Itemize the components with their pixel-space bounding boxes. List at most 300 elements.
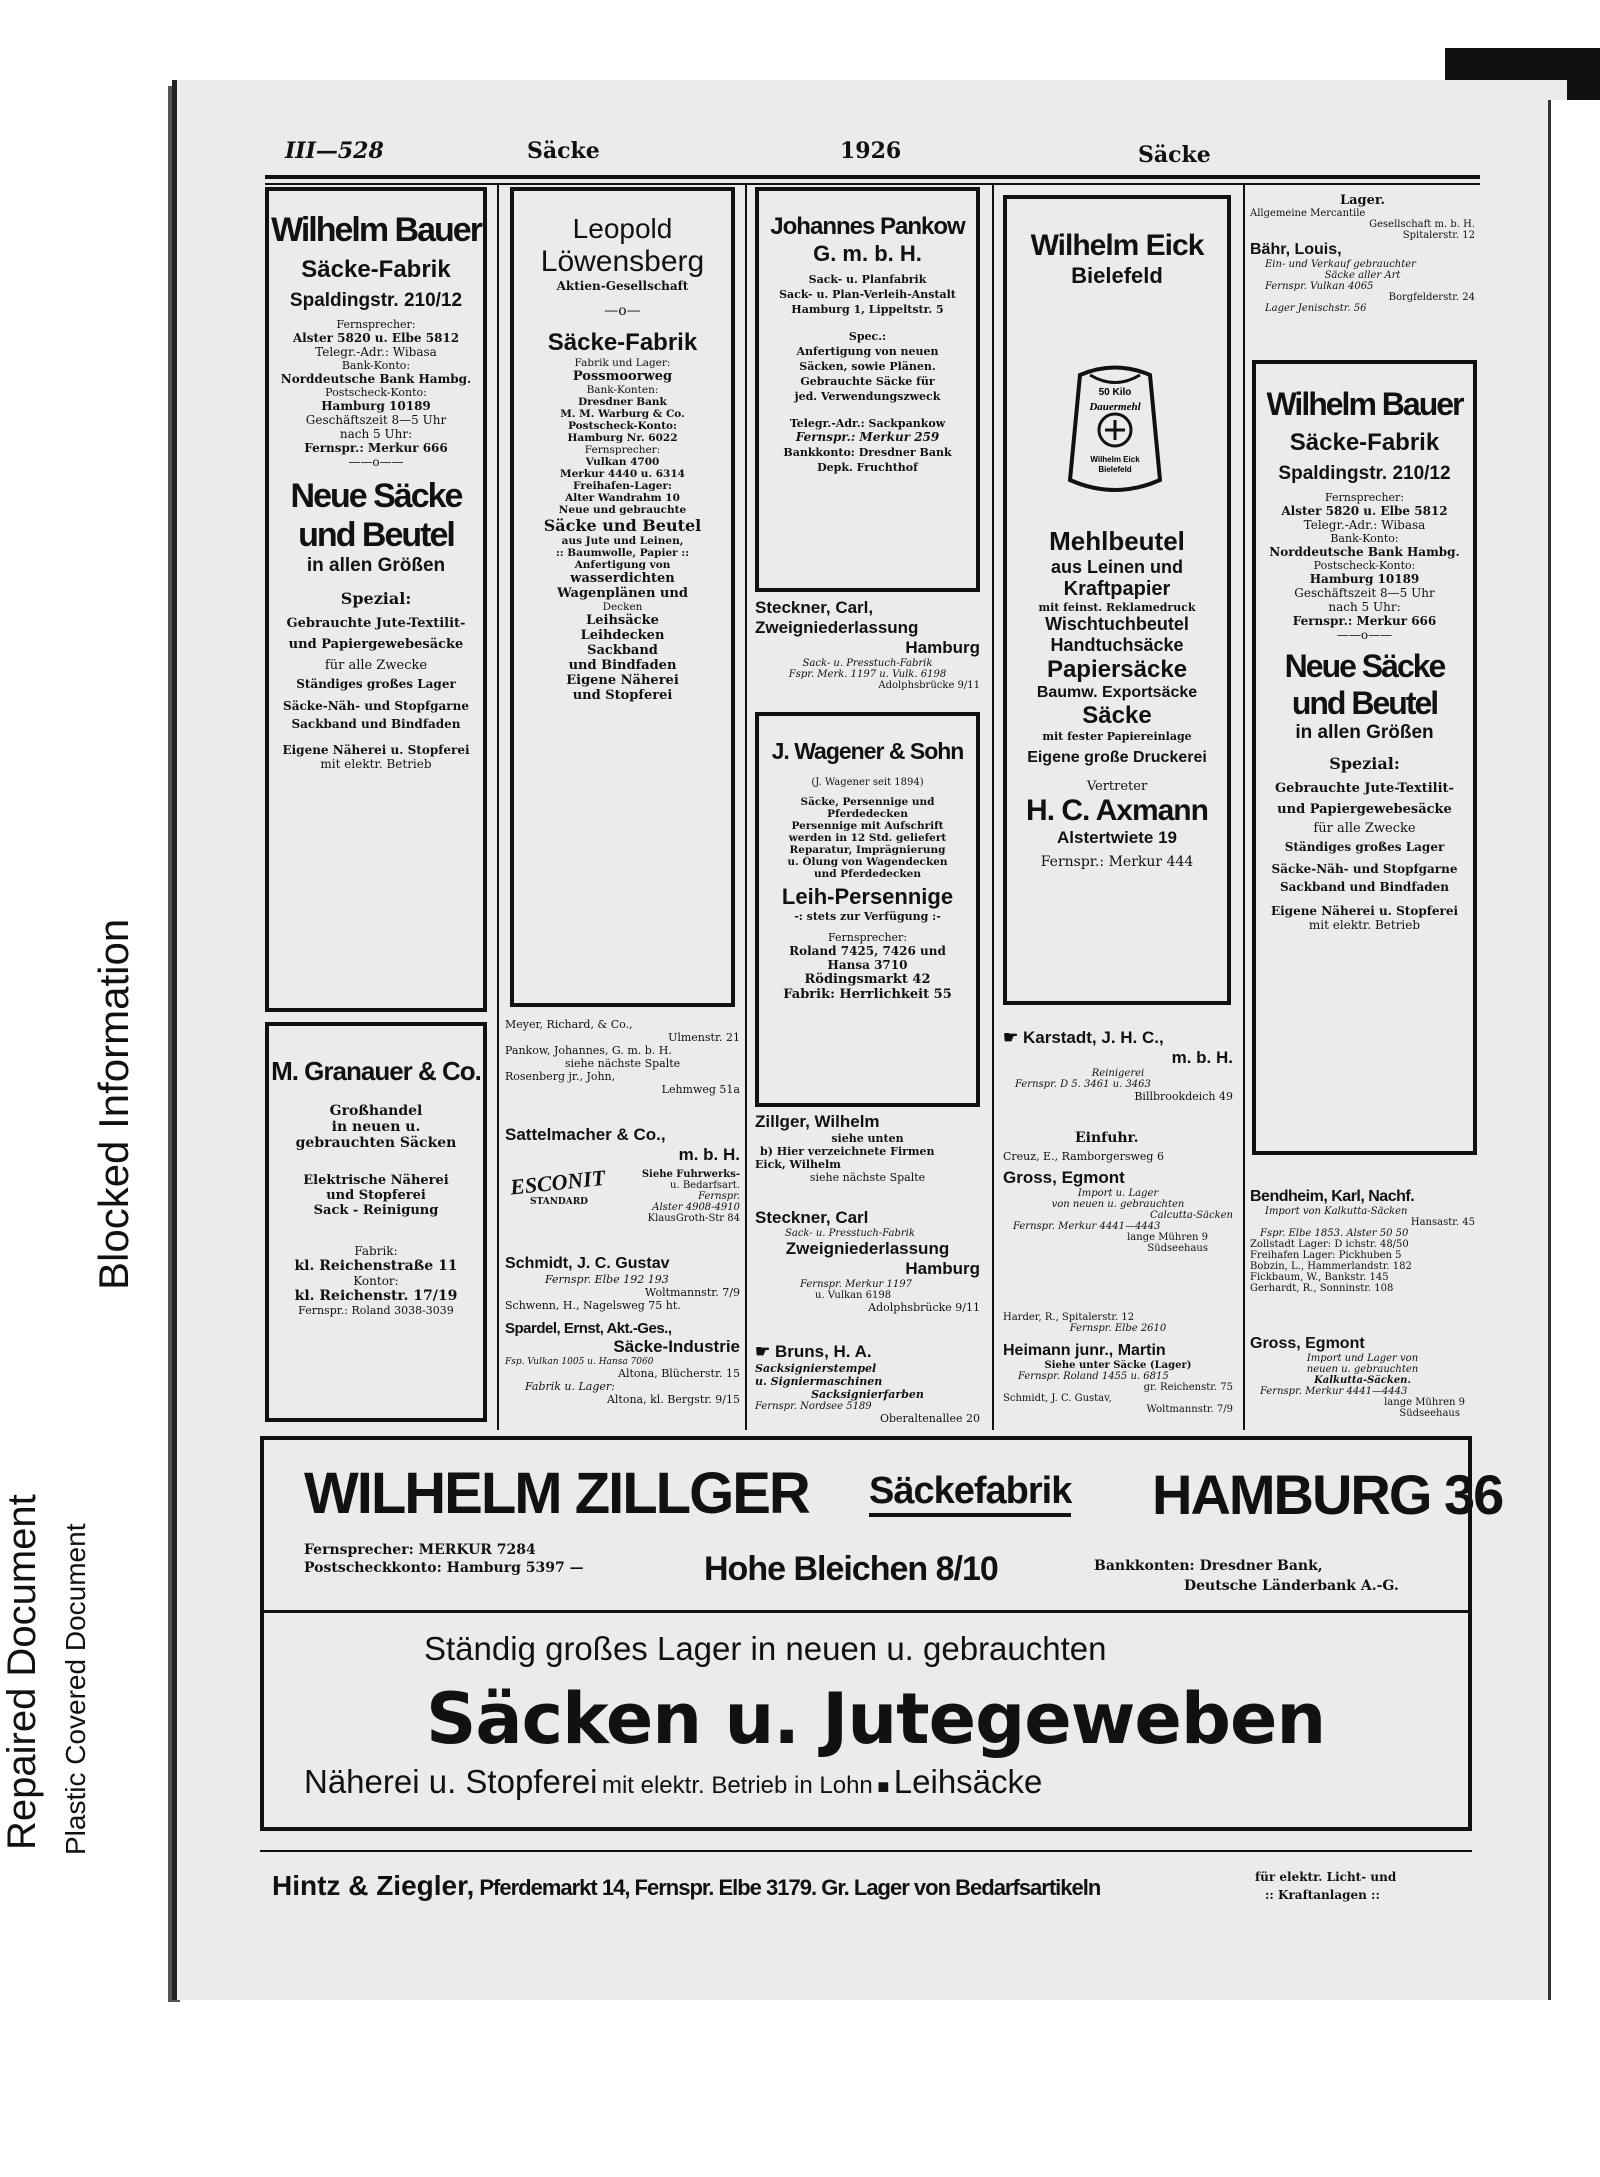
hand-pointer-icon: ☛ xyxy=(755,1342,775,1361)
ad-bauer-1-big2: und Beutel xyxy=(298,516,454,554)
ad-loewensberg xyxy=(510,187,735,1007)
esconit-logo: ESCONIT xyxy=(508,1164,607,1200)
loewensberg-line: Eigene Näherei xyxy=(566,673,679,688)
wagener-avail: -: stets zur Verfügung :- xyxy=(794,910,941,923)
ad-bauer-1-s: und Papiergewebesäcke xyxy=(288,637,464,652)
eick-line: aus Leinen und xyxy=(1050,557,1183,577)
bruns-name-text: Bruns, H. A. xyxy=(774,1342,872,1361)
ad-bauer-1-name: Wilhelm Bauer xyxy=(271,211,481,249)
entry-karstadt xyxy=(1003,1028,1233,1103)
eick-body xyxy=(1007,526,1227,870)
wagener-contact-line: Rödingsmarkt 42 xyxy=(804,972,931,987)
bendheim-line: Import von Kalkutta-Säcken xyxy=(1265,1206,1408,1217)
entry-spardel xyxy=(505,1320,740,1406)
eick-line: Kraftpapier xyxy=(1063,578,1171,600)
eick-rep-addr: Alstertwiete 19 xyxy=(1057,828,1177,847)
ad-bauer-2-line: Telegr.-Adr.: Wibasa xyxy=(1303,518,1426,532)
entry-line: Pankow, Johannes, G. m. b. H. xyxy=(505,1044,672,1057)
entry-sattelmacher xyxy=(505,1125,740,1224)
ad-bauer-1-s: Sackband und Bindfaden xyxy=(291,717,461,731)
steckner2-line: u. Vulkan 6198 xyxy=(815,1290,892,1301)
ad-bauer-1-line: Postscheck-Konto: xyxy=(325,386,427,399)
header-rule-thin xyxy=(265,183,1480,185)
karstadt-line: Billbrookdeich 49 xyxy=(1134,1090,1233,1103)
steckner1-name: Steckner, Carl, xyxy=(755,598,874,617)
spardel-line: Altona, kl. Bergstr. 9/15 xyxy=(606,1393,740,1406)
steckner2-line: Sack- u. Presstuch-Fabrik xyxy=(785,1228,915,1239)
entry-zillger xyxy=(755,1112,980,1184)
banner-city: HAMBURG 36 xyxy=(1152,1463,1503,1526)
gross1-line: Fernspr. Merkur 4441—4443 xyxy=(1013,1221,1161,1232)
col-sep-2 xyxy=(745,185,747,1430)
bendheim-line: Zollstadt Lager: D ichstr. 48/50 xyxy=(1250,1239,1409,1250)
ad-bauer-1-line: Hamburg 10189 xyxy=(321,399,431,413)
karstadt-name-text: Karstadt, J. H. C., xyxy=(1022,1028,1164,1047)
heimann-name: Heimann junr., Martin xyxy=(1003,1342,1166,1359)
col-sep-1 xyxy=(497,185,499,1430)
karstadt-name xyxy=(1003,1028,1233,1048)
loewensberg-line: Bank-Konten: xyxy=(586,384,659,396)
gross1-line: von neuen u. gebrauchten xyxy=(1051,1199,1185,1210)
entry-harder xyxy=(1003,1312,1233,1334)
wagener-contact-line: Roland 7425, 7426 und xyxy=(789,944,946,958)
ad-bauer-1-sizes: in allen Größen xyxy=(306,555,446,576)
ad-bauer-2-line: Bank-Konto: xyxy=(1330,532,1399,545)
spardel-sub: Säcke-Industrie xyxy=(613,1337,740,1356)
steckner1-city: Hamburg xyxy=(905,638,980,657)
steckner2-line: Adolphsbrücke 9/11 xyxy=(868,1301,980,1314)
baehr-line: Säcke aller Art xyxy=(1324,270,1401,281)
ad-bauer-2-line: Fernspr.: Merkur 666 xyxy=(1292,614,1437,628)
eick-city: Bielefeld xyxy=(1071,263,1163,288)
sattelmacher-line: Alster 4908-4910 xyxy=(652,1202,740,1213)
entry-heimann xyxy=(1003,1342,1233,1415)
eick-rep: H. C. Axmann xyxy=(1026,794,1208,827)
loewensberg-line: Alter Wandrahm 10 xyxy=(565,492,680,504)
ad-bauer-2-name: Wilhelm Bauer xyxy=(1266,386,1463,422)
eick-rep-tel: Fernspr.: Merkur 444 xyxy=(1040,854,1194,870)
esconit-logo-sub: STANDARD xyxy=(530,1197,588,1207)
ad-bauer-2-s: für alle Zwecke xyxy=(1313,821,1416,836)
steckner2-line: Hamburg xyxy=(905,1259,980,1278)
loewensberg-line: Leihsäcke xyxy=(586,613,659,628)
wagener-line: u. Ölung von Wagendecken xyxy=(787,856,948,868)
ad-bauer-1-line: Fernspr.: Merkur 666 xyxy=(304,441,448,455)
ad-bauer-1-s: mit elektr. Betrieb xyxy=(320,757,432,771)
ad-bauer-1-line: Alster 5820 u. Elbe 5812 xyxy=(292,331,460,345)
ad-wagener xyxy=(755,712,980,1107)
entry-gross-2 xyxy=(1250,1335,1475,1419)
banner-bank1: Bankkonten: Dresdner Bank, xyxy=(1094,1558,1323,1574)
wagener-contact-line: Fernsprecher: xyxy=(827,931,908,944)
ad-bauer-1-line: Telegr.-Adr.: Wibasa xyxy=(315,345,437,359)
pankow-line: Gebrauchte Säcke für xyxy=(800,375,935,388)
gross2-name: Gross, Egmont xyxy=(1250,1335,1365,1352)
entry-steckner-1 xyxy=(755,598,980,691)
steckner2-name: Steckner, Carl xyxy=(755,1208,869,1227)
ad-bauer-1-s: für alle Zwecke xyxy=(324,658,428,673)
bendheim-line: Hansastr. 45 xyxy=(1410,1217,1475,1228)
ad-granauer-line: Großhandel xyxy=(329,1103,423,1119)
ad-bauer-2-s: Säcke-Näh- und Stopfgarne xyxy=(1271,862,1458,876)
ad-bauer-1-s: Gebrauchte Jute-Textilit- xyxy=(286,616,466,631)
heimann-line: gr. Reichenstr. 75 xyxy=(1143,1382,1233,1393)
eick-line: mit feinst. Reklamedruck xyxy=(1038,601,1196,614)
loewensberg-line: Decken xyxy=(602,601,643,613)
baehr-line: Fernspr. Vulkan 4065 xyxy=(1265,281,1374,292)
ad-granauer-line2: Elektrische Näherei xyxy=(303,1173,449,1188)
wagener-line: Reparatur, Imprägnierung xyxy=(789,844,946,856)
entry-line: Meyer, Richard, & Co., xyxy=(505,1018,633,1031)
bendheim-line: Fspr. Elbe 1853. Alster 50 50 xyxy=(1260,1228,1409,1239)
bruns-name xyxy=(755,1342,980,1362)
gross1-name: Gross, Egmont xyxy=(1003,1168,1125,1187)
heimann-line: Woltmannstr. 7/9 xyxy=(1146,1404,1233,1415)
karstadt-line: Fernspr. D 5. 3461 u. 3463 xyxy=(1015,1079,1151,1090)
pankow-line: Bankkonto: Dresdner Bank xyxy=(783,446,952,459)
gross2-line: Kalkutta-Säcken. xyxy=(1314,1375,1411,1386)
loewensberg-line: :: Baumwolle, Papier :: xyxy=(555,547,690,559)
ad-bauer-2-s: Ständiges großes Lager xyxy=(1284,840,1445,854)
pankow-line: Sack- u. Plan-Verleih-Anstalt xyxy=(779,288,956,301)
harder-line: Fernspr. Elbe 2610 xyxy=(1069,1323,1167,1334)
baehr-line: Borgfelderstr. 24 xyxy=(1388,292,1475,303)
ad-bauer-2-big2: und Beutel xyxy=(1291,685,1438,721)
gross1-line: Südseehaus xyxy=(1147,1243,1208,1254)
ad-loewensberg-lines xyxy=(514,357,731,703)
entry-steckner-2 xyxy=(755,1208,980,1314)
zillger-name: Zillger, Wilhelm xyxy=(755,1112,880,1131)
zillger-line: b) Hier verzeichnete Firmen xyxy=(760,1145,935,1158)
square-bullet-icon: ■ xyxy=(877,1776,890,1798)
ad-loewensberg-name2: Löwensberg xyxy=(540,245,705,278)
wagener-contact-line: Fabrik: Herrlichkeit 55 xyxy=(783,987,952,1002)
banner-postcheck: Postscheckkonto: Hamburg 5397 — xyxy=(304,1560,584,1576)
bendheim-line: Fickbaum, W., Bankstr. 145 xyxy=(1250,1272,1389,1283)
ad-granauer-line: in neuen u. xyxy=(331,1119,421,1135)
banner-bank2: Deutsche Länderbank A.-G. xyxy=(1184,1578,1399,1594)
ad-zillger-banner xyxy=(260,1436,1503,1831)
entry-bendheim xyxy=(1250,1188,1475,1294)
entry-line: siehe nächste Spalte xyxy=(564,1057,681,1070)
col5-top-line: Spitalerstr. 12 xyxy=(1402,230,1475,241)
entry-line: Lehmweg 51a xyxy=(661,1083,740,1096)
ad-bauer-2-line: Alster 5820 u. Elbe 5812 xyxy=(1281,504,1448,518)
ad-bauer-2-s: Gebrauchte Jute-Textilit- xyxy=(1275,781,1454,796)
pankow-line: Fernspr.: Merkur 259 xyxy=(795,430,940,444)
banner-name: WILHELM ZILLGER xyxy=(304,1461,809,1526)
footer-side1: für elektr. Licht- und xyxy=(1255,1870,1397,1884)
ad-bauer-1-address: Spaldingstr. 210/12 xyxy=(289,290,463,311)
ad-bauer-1-s: Säcke-Näh- und Stopfgarne xyxy=(283,699,469,713)
bendheim-line: Freihafen Lager: Pickhuben 5 xyxy=(1250,1250,1402,1261)
sattelmacher-line: Fernspr. xyxy=(698,1191,740,1202)
footer-text: Pferdemarkt 14, Fernspr. Elbe 3179. Gr. Lager von Bedarfsartikeln xyxy=(479,1875,1101,1900)
bendheim-name: Bendheim, Karl, Nachf. xyxy=(1250,1188,1415,1205)
gross2-line: Import und Lager von xyxy=(1306,1353,1419,1364)
pankow-name2: G. m. b. H. xyxy=(813,241,922,266)
ad-bauer-2 xyxy=(1252,360,1477,1155)
schmidt-line: Fernspr. Elbe 192 193 xyxy=(545,1273,669,1286)
ad-bauer-2-line: Fernsprecher: xyxy=(1324,491,1405,504)
entry-bruns xyxy=(755,1342,980,1425)
eick-line: Säcke xyxy=(1082,702,1152,729)
spardel-line: Fabrik u. Lager: xyxy=(525,1380,615,1393)
ad-bauer-2-s: mit elektr. Betrieb xyxy=(1308,918,1421,932)
entry-line: Rosenberg jr., John, xyxy=(505,1070,616,1083)
pankow-line: jed. Verwendungszweck xyxy=(794,390,941,403)
ad-bauer-2-line: nach 5 Uhr: xyxy=(1328,600,1401,614)
loewensberg-line: Dresdner Bank xyxy=(578,396,667,408)
wagener-contact-line: Hansa 3710 xyxy=(827,958,908,972)
ad-loewensberg-sub: Aktien-Gesellschaft xyxy=(556,279,689,293)
bendheim-line: Gerhardt, R., Sonninstr. 108 xyxy=(1250,1283,1394,1294)
loewensberg-line: Merkur 4440 u. 6314 xyxy=(560,468,685,480)
gross2-line: Südseehaus xyxy=(1399,1408,1460,1419)
ad-bauer-1-spezial: Spezial: xyxy=(340,589,412,608)
entry-line: Ulmenstr. 21 xyxy=(668,1031,740,1044)
ad-bauer-2-line: Norddeutsche Bank Hambg. xyxy=(1269,545,1460,559)
heimann-line: Siehe unter Säcke (Lager) xyxy=(1044,1360,1192,1371)
ad-bauer-2-subtitle: Säcke-Fabrik xyxy=(1289,429,1440,456)
pankow-line: Telegr.-Adr.: Sackpankow xyxy=(789,417,946,430)
eick-line: mit fester Papiereinlage xyxy=(1042,730,1192,743)
ad-bauer-2-line: Postscheck-Konto: xyxy=(1313,559,1416,572)
gross1-line: lange Mühren 9 xyxy=(1127,1232,1208,1243)
eick-line: Vertreter xyxy=(1086,779,1148,794)
loewensberg-line: Säcke und Beutel xyxy=(543,516,702,535)
ad-bauer-1-line: nach 5 Uhr: xyxy=(339,427,413,441)
schmidt-line: Woltmannstr. 7/9 xyxy=(644,1286,740,1299)
eick-line: Papiersäcke xyxy=(1046,656,1188,683)
gross2-line: neuen u. gebrauchten xyxy=(1306,1364,1419,1375)
sattelmacher-line: u. Bedarfsart. xyxy=(670,1180,740,1191)
sattelmacher-line: Siehe Fuhrwerks- xyxy=(641,1169,740,1180)
eick-line: Baumw. Exportsäcke xyxy=(1036,684,1198,701)
zillger-line: siehe unten xyxy=(831,1132,904,1145)
banner-line3a: Näherei u. Stopferei xyxy=(304,1763,598,1800)
pankow-name1: Johannes Pankow xyxy=(770,213,965,240)
einfuhr-heading: Einfuhr. xyxy=(1075,1130,1139,1146)
header-right-word: Säcke xyxy=(1138,142,1211,168)
col5-top-line: Gesellschaft m. b. H. xyxy=(1369,219,1475,230)
karstadt-sub: m. b. H. xyxy=(1171,1048,1233,1067)
ad-granauer-line2: Sack - Reinigung xyxy=(313,1203,439,1218)
loewensberg-line: M. M. Warburg & Co. xyxy=(560,408,685,420)
sack-text: 50 Kilo xyxy=(1098,387,1132,398)
ad-bauer-1-line: Fernsprecher: xyxy=(336,318,416,331)
ad-bauer-1-subtitle: Säcke-Fabrik xyxy=(301,256,451,283)
gross1-line: Import u. Lager xyxy=(1077,1188,1159,1199)
header-year: 1926 xyxy=(840,138,902,164)
loewensberg-line: und Bindfaden xyxy=(568,658,677,673)
steckner1-line: Fspr. Merk. 1197 u. Vulk. 6198 xyxy=(788,669,947,680)
ad-bauer-2-address: Spaldingstr. 210/12 xyxy=(1278,463,1451,484)
gross1-line: Calcutta-Säcken xyxy=(1149,1210,1233,1221)
entry-schmidt xyxy=(505,1255,740,1312)
spardel-line: Fsp. Vulkan 1005 u. Hansa 7060 xyxy=(505,1357,654,1367)
ad-bauer-2-s: Sackband und Bindfaden xyxy=(1279,880,1450,894)
ad-pankow xyxy=(755,187,980,592)
gross2-line: Fernspr. Merkur 4441—4443 xyxy=(1260,1386,1408,1397)
ad-granauer xyxy=(265,1022,487,1422)
loewensberg-line: Vulkan 4700 xyxy=(585,456,660,468)
right-page-edge xyxy=(1548,100,1600,2000)
header-rule xyxy=(265,175,1480,179)
wagener-lines xyxy=(759,796,976,880)
loewensberg-line: Fabrik und Lager: xyxy=(574,357,671,369)
pankow-line: Hamburg 1, Lippeltstr. 5 xyxy=(791,303,944,316)
wagener-line: werden in 12 Std. geliefert xyxy=(788,832,947,844)
banner-line2: Säcken u. Jutegeweben xyxy=(426,1678,1326,1760)
ad-bauer-2-s: Eigene Näherei u. Stopferei xyxy=(1270,904,1459,918)
bruns-line: Sacksignierstempel xyxy=(755,1362,877,1375)
heimann-line: Schmidt, J. C. Gustav, xyxy=(1003,1393,1112,1404)
footer-rule xyxy=(260,1850,1472,1852)
spardel-line: Altona, Blücherstr. 15 xyxy=(618,1367,740,1380)
bruns-line: Fernspr. Nordsee 5189 xyxy=(755,1401,872,1412)
flour-sack-logo xyxy=(1060,360,1170,500)
steckner1-line: Adolphsbrücke 9/11 xyxy=(878,680,980,691)
ad-bauer-1-line: Norddeutsche Bank Hambg. xyxy=(280,372,472,386)
loewensberg-line: Sackband xyxy=(587,643,658,658)
banner-tel: Fernsprecher: MERKUR 7284 xyxy=(304,1542,536,1558)
baehr-line: Lager Jenischstr. 56 xyxy=(1265,303,1367,314)
creutz-entry: Creuz, E., Ramborgersweg 6 xyxy=(1003,1150,1164,1163)
schmidt-line: Schwenn, H., Nagelsweg 75 ht. xyxy=(505,1299,681,1312)
ad-bauer-2-s: und Papiergewebesäcke xyxy=(1277,802,1452,817)
ad-bauer-1-s: Ständiges großes Lager xyxy=(296,677,456,691)
col-sep-3 xyxy=(992,185,994,1430)
blocked-label: Blocked Information xyxy=(90,918,137,1290)
eick-line: Handtuchsäcke xyxy=(1050,635,1184,655)
ad-loewensberg-name1: Leopold xyxy=(572,213,673,244)
ad-loewensberg-product: Säcke-Fabrik xyxy=(547,329,698,356)
bendheim-line: Bobzin, L., Hammerlandstr. 182 xyxy=(1250,1261,1412,1272)
schmidt-name: Schmidt, J. C. Gustav xyxy=(505,1255,670,1272)
baehr-name: Bähr, Louis, xyxy=(1250,241,1342,258)
footer-name: Hintz & Ziegler, xyxy=(272,1870,475,1901)
repaired-label: Repaired Document xyxy=(0,1494,44,1850)
ad-bauer-2-sizes: in allen Größen xyxy=(1295,722,1434,743)
banner-line3b: mit elektr. Betrieb in Lohn xyxy=(601,1772,873,1799)
sattelmacher-sub: m. b. H. xyxy=(678,1145,740,1164)
pankow-line: Spec.: xyxy=(848,330,887,343)
steckner1-line: Sack- u. Presstuch-Fabrik xyxy=(802,658,933,669)
eick-line: Wischtuchbeutel xyxy=(1045,614,1189,634)
lager-heading: Lager. xyxy=(1339,193,1386,208)
loewensberg-line: Freihafen-Lager: xyxy=(573,480,672,492)
wagener-line: und Pferdedecken xyxy=(814,868,921,880)
banner-street: Hohe Bleichen 8/10 xyxy=(704,1550,998,1588)
gross2-line: lange Mühren 9 xyxy=(1384,1397,1465,1408)
loewensberg-line: Fernsprecher: xyxy=(584,444,661,456)
steckner2-line: Fernspr. Merkur 1197 xyxy=(800,1279,912,1290)
wagener-contact xyxy=(759,931,976,1002)
pankow-lines xyxy=(759,273,976,474)
banner-line3c: Leihsäcke xyxy=(893,1763,1043,1800)
ad-bauer-1-s: Eigene Näherei u. Stopferei xyxy=(282,743,470,757)
wagener-line: Pferdedecken xyxy=(827,808,908,820)
ad-granauer-line2: und Stopferei xyxy=(326,1188,426,1203)
sattelmacher-line: KlausGroth-Str 84 xyxy=(647,1213,740,1224)
pankow-line: Anfertigung von neuen xyxy=(796,345,939,358)
hand-pointer-icon: ☛ xyxy=(1003,1028,1023,1047)
ad-bauer-1-sep: ——o—— xyxy=(348,455,404,469)
pankow-line: Sack- u. Planfabrik xyxy=(808,273,927,286)
ad-granauer-line3: kl. Reichenstraße 11 xyxy=(294,1258,458,1274)
footer-line xyxy=(272,1870,1100,1902)
wagener-line: Persennige mit Aufschrift xyxy=(791,820,944,832)
col-sep-4 xyxy=(1243,185,1245,1430)
pankow-line: Depk. Fruchthof xyxy=(817,461,918,474)
loewensberg-line: Neue und gebrauchte xyxy=(558,504,687,516)
loewensberg-line: Postscheck-Konto: xyxy=(568,420,677,432)
ad-granauer-line3: Kontor: xyxy=(353,1274,399,1288)
wagener-name: J. Wagener & Sohn xyxy=(771,738,964,764)
zillger-line: Eick, Wilhelm xyxy=(755,1158,841,1171)
ad-loewensberg-sep: —o— xyxy=(604,303,641,319)
heimann-line: Fernspr. Roland 1455 u. 6815 xyxy=(1018,1371,1169,1382)
banner-product: Säckefabrik xyxy=(869,1470,1071,1517)
wagener-big: Leih-Persennige xyxy=(781,884,954,909)
bruns-line: Oberaltenallee 20 xyxy=(879,1412,980,1425)
ad-granauer-line3: Fernspr.: Roland 3038-3039 xyxy=(298,1304,454,1317)
loewensberg-line: Hamburg Nr. 6022 xyxy=(567,432,678,444)
steckner1-sub: Zweigniederlassung xyxy=(755,618,919,637)
header-left-word: Säcke xyxy=(527,138,600,164)
col2-entries xyxy=(505,1018,740,1096)
plastic-label: Plastic Covered Document xyxy=(60,1523,91,1855)
ad-bauer-2-big1: Neue Säcke xyxy=(1284,648,1445,684)
loewensberg-line: Possmoorweg xyxy=(572,369,673,384)
loewensberg-line: Anfertigung von xyxy=(574,559,671,571)
eick-name: Wilhelm Eick xyxy=(1030,229,1204,262)
spardel-name: Spardel, Ernst, Akt.-Ges., xyxy=(505,1320,672,1337)
loewensberg-line: Leihdecken xyxy=(580,628,665,643)
baehr-line: Ein- und Verkauf gebrauchter xyxy=(1265,259,1416,270)
pankow-line: Säcken, sowie Plänen. xyxy=(799,360,936,373)
banner-line1: Ständig großes Lager in neuen u. gebrauchten xyxy=(424,1630,1107,1667)
ad-granauer-line: gebrauchten Säcken xyxy=(295,1135,457,1151)
wagener-line: Säcke, Persennige und xyxy=(800,796,935,808)
loewensberg-line: wasserdichten xyxy=(570,571,675,586)
zillger-line: siehe nächste Spalte xyxy=(809,1171,926,1184)
col5-top xyxy=(1250,193,1475,314)
harder-line: Harder, R., Spitalerstr. 12 xyxy=(1003,1312,1135,1323)
page-number: III—528 xyxy=(285,138,384,164)
ad-bauer-2-line: Geschäftszeit 8—5 Uhr xyxy=(1294,586,1435,600)
bruns-line: u. Signiermaschinen xyxy=(755,1375,883,1388)
wagener-since: (J. Wagener seit 1894) xyxy=(811,777,924,788)
sack-text: Bielefeld xyxy=(1098,465,1132,474)
ad-bauer-1-line: Bank-Konto: xyxy=(341,359,411,372)
bruns-line: Sacksignierfarben xyxy=(811,1388,924,1401)
entry-gross-1 xyxy=(1003,1168,1233,1254)
banner-line3 xyxy=(304,1763,1042,1801)
eick-line: Mehlbeutel xyxy=(1049,526,1185,556)
sattelmacher-name: Sattelmacher & Co., xyxy=(505,1125,666,1144)
loewensberg-line: und Stopferei xyxy=(572,688,673,703)
col5-top-line: Allgemeine Mercantile xyxy=(1250,208,1366,219)
ad-bauer-1-big1: Neue Säcke xyxy=(290,477,462,515)
ad-bauer-2-spezial: Spezial: xyxy=(1329,754,1400,773)
steckner2-line: Zweigniederlassung xyxy=(785,1239,950,1258)
ad-granauer-line3: kl. Reichenstr. 17/19 xyxy=(294,1288,458,1304)
karstadt-line: Reinigerei xyxy=(1091,1068,1145,1079)
sack-text: Wilhelm Eick xyxy=(1090,455,1140,464)
sack-text: Dauermehl xyxy=(1089,401,1141,413)
